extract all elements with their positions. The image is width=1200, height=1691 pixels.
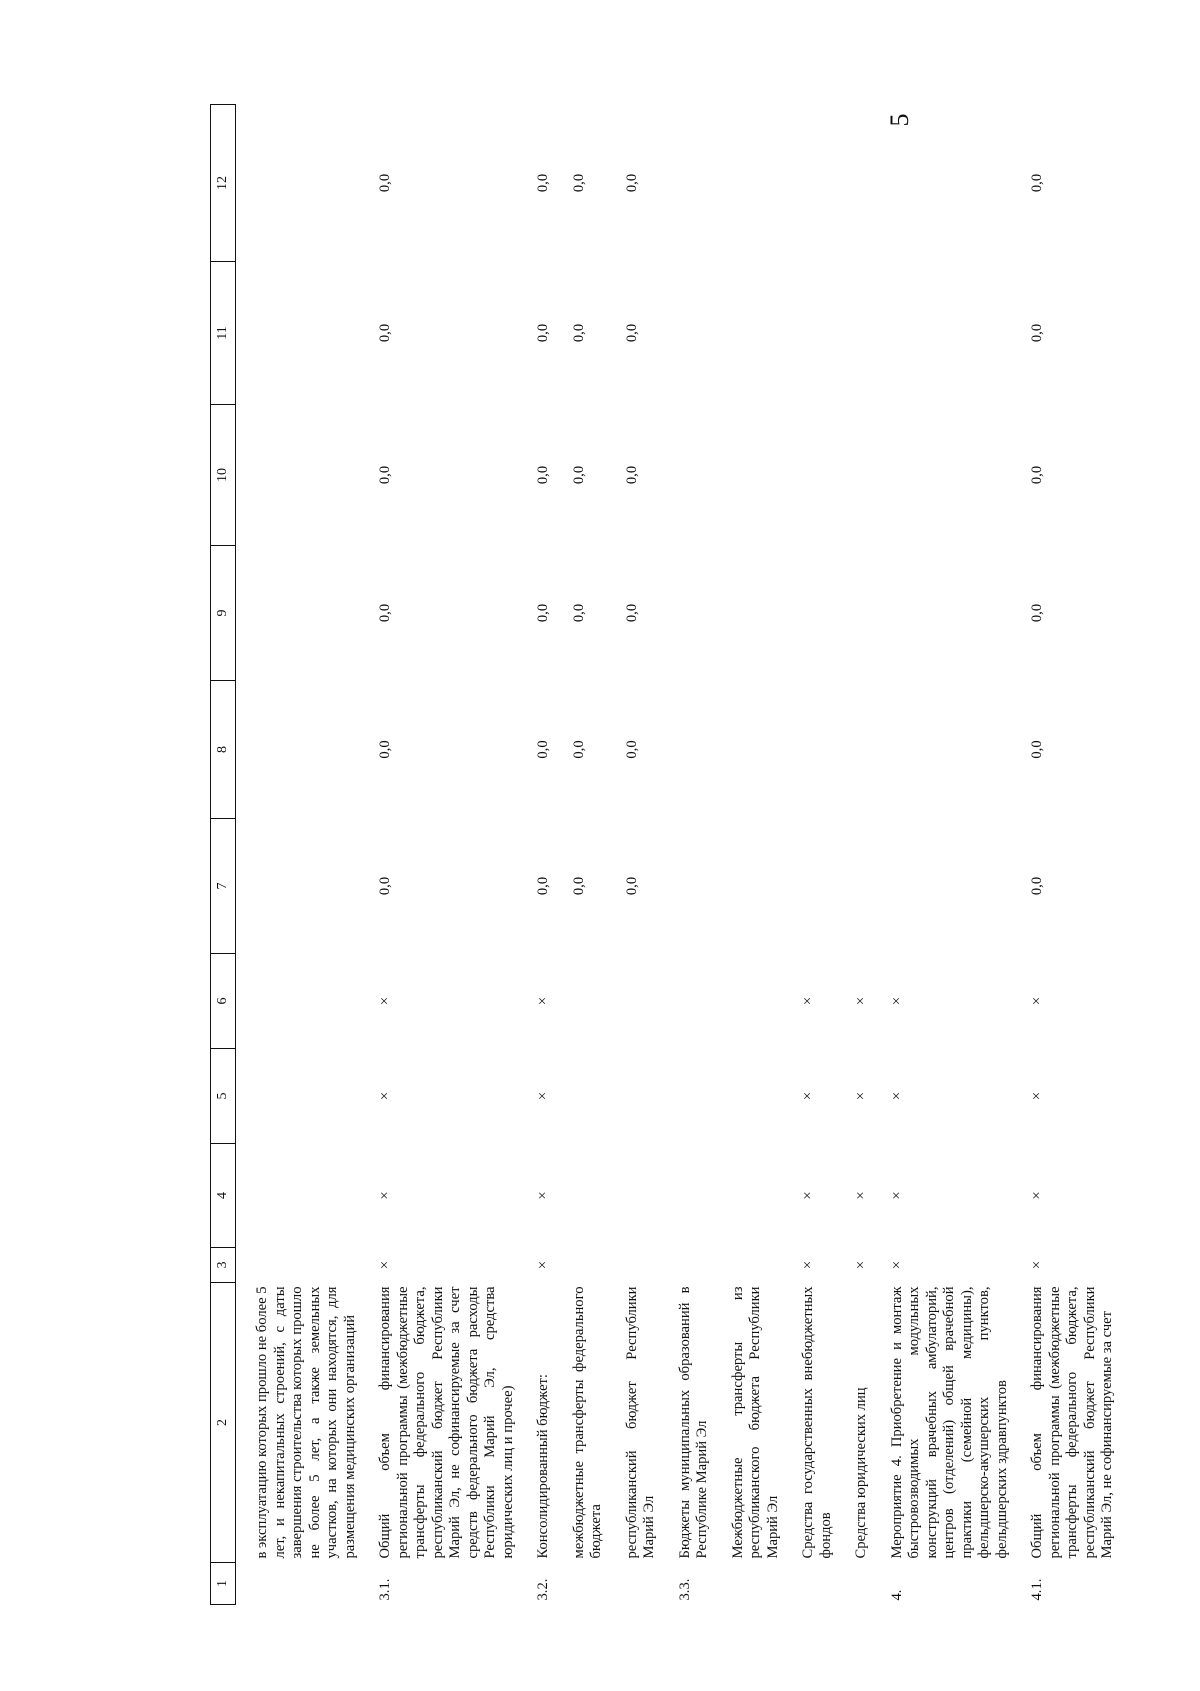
- row-description: Бюджеты муниципальных образований в Республике Марий Эл: [676, 1286, 710, 1559]
- cell-value: 0,0: [570, 173, 587, 193]
- cell-value: 0,0: [535, 323, 551, 343]
- cell-value: [730, 1049, 783, 1144]
- cell-value: [889, 681, 1012, 819]
- cell-value: 0,0: [623, 876, 640, 896]
- cell-value: [254, 681, 359, 819]
- row-description: в эксплуатацию которых прошло не более 5 лет, и некапитальных строений, с даты завершения строительства которых прошло не более 5 лет, а также земельных участков, на которых они находятся, для размещения медицинских организаций: [254, 1286, 358, 1559]
- column-header: 2: [211, 1283, 236, 1563]
- spacer-row: [659, 105, 677, 1605]
- column-header: 11: [211, 262, 236, 405]
- cell-value: 0,0: [623, 173, 640, 193]
- cell-value: [853, 105, 871, 262]
- cell-value: ×: [800, 996, 816, 1006]
- table-row: [535, 105, 553, 1605]
- table-row: [571, 105, 606, 1605]
- cell-value: [730, 681, 783, 819]
- cell-value: [889, 546, 1012, 681]
- cell-value: [677, 954, 712, 1049]
- table-row: [624, 105, 659, 1605]
- table-row: [889, 105, 1012, 1605]
- cell-value: ×: [800, 1191, 816, 1200]
- cell-value: [730, 262, 783, 405]
- row-description: Общий объем финансирования региональной программы (межбюджетные трансферты федерального бюджета, республиканский бюджет Республики Марий Эл, не софинансируемые за счет: [1029, 1286, 1115, 1559]
- cell-value: 0,0: [570, 740, 587, 759]
- cell-value: ×: [535, 1191, 551, 1200]
- cell-value: 0,0: [570, 465, 587, 485]
- cell-value: ×: [377, 1260, 393, 1270]
- cell-value: [677, 105, 712, 262]
- cell-value: ×: [535, 996, 551, 1006]
- cell-value: ×: [800, 1091, 816, 1101]
- row-number: [730, 1563, 783, 1605]
- cell-value: [254, 954, 359, 1049]
- cell-value: 0,0: [377, 173, 393, 193]
- cell-value: 0,0: [623, 465, 640, 485]
- cell-value: [571, 954, 606, 1049]
- cell-value: [254, 262, 359, 405]
- table-row: [377, 105, 517, 1605]
- row-description: Средства государственных внебюджетных фондов: [800, 1286, 834, 1559]
- spacer-row: [835, 105, 853, 1605]
- cell-value: [889, 105, 1012, 262]
- cell-value: [800, 819, 835, 954]
- cell-value: [624, 1049, 659, 1144]
- cell-value: ×: [888, 1191, 905, 1200]
- cell-value: [800, 681, 835, 819]
- row-description: Общий объем финансирования региональной программы (межбюджетные трансферты федерального бюджета, республиканский бюджет Республики Марий Эл, не софинансируемые за счет средств федерального бюджета расходы Республики Марий Эл, средства юридических лиц и прочее): [377, 1286, 516, 1559]
- cell-value: 0,0: [377, 740, 393, 759]
- cell-value: [730, 546, 783, 681]
- column-header: 12: [211, 105, 236, 262]
- cell-value: ×: [1029, 1191, 1045, 1200]
- row-description: межбюджетные трансферты федерального бюджета: [570, 1286, 604, 1559]
- header-row: [211, 105, 236, 1605]
- cell-value: ×: [535, 1091, 551, 1101]
- cell-value: [889, 405, 1012, 546]
- cell-value: [677, 262, 712, 405]
- cell-value: [677, 1248, 712, 1283]
- cell-value: 0,0: [1029, 173, 1045, 193]
- cell-value: [853, 546, 871, 681]
- row-number: 3.1.: [377, 1578, 393, 1601]
- cell-value: 0,0: [377, 323, 393, 343]
- cell-value: [677, 1049, 712, 1144]
- cell-value: [254, 1049, 359, 1144]
- cell-value: [677, 405, 712, 546]
- column-header: 1: [211, 1563, 236, 1605]
- cell-value: [730, 105, 783, 262]
- row-number: [254, 1563, 359, 1605]
- cell-value: ×: [535, 1260, 551, 1270]
- column-header: 5: [211, 1049, 236, 1144]
- cell-value: ×: [853, 1091, 869, 1101]
- cell-value: ×: [800, 1260, 816, 1270]
- column-header: 6: [211, 954, 236, 1049]
- cell-value: [800, 405, 835, 546]
- cell-value: [853, 681, 871, 819]
- row-description: республиканский бюджет Республики Марий Эл: [623, 1286, 657, 1559]
- row-number: 3.3.: [676, 1578, 693, 1601]
- cell-value: [853, 819, 871, 954]
- cell-value: [853, 405, 871, 546]
- cell-value: [624, 1248, 659, 1283]
- spacer-row: [1011, 105, 1029, 1605]
- cell-value: [677, 1144, 712, 1248]
- cell-value: [571, 1144, 606, 1248]
- row-description: Средства юридических лиц: [853, 1387, 869, 1559]
- cell-value: [624, 954, 659, 1049]
- cell-value: 0,0: [1029, 603, 1045, 623]
- spacer-row: [359, 105, 377, 1605]
- cell-value: [677, 819, 712, 954]
- cell-value: ×: [853, 996, 869, 1006]
- row-number: [853, 1563, 871, 1605]
- column-header: 9: [211, 546, 236, 681]
- table-row: [730, 105, 783, 1605]
- cell-value: 0,0: [1029, 323, 1045, 343]
- cell-value: 0,0: [535, 876, 551, 896]
- column-header: 10: [211, 405, 236, 546]
- spacer-row: [517, 105, 535, 1605]
- cell-value: ×: [1029, 1091, 1045, 1101]
- column-header: 4: [211, 1144, 236, 1248]
- row-number: 3.2.: [535, 1578, 551, 1601]
- spacer-row: [782, 105, 800, 1605]
- cell-value: 0,0: [377, 465, 393, 485]
- cell-value: [730, 405, 783, 546]
- cell-value: ×: [377, 1091, 393, 1101]
- cell-value: [254, 819, 359, 954]
- page-number: 5: [885, 113, 914, 127]
- cell-value: [677, 546, 712, 681]
- cell-value: [254, 405, 359, 546]
- cell-value: ×: [888, 996, 905, 1006]
- row-number: 4.1.: [1029, 1578, 1045, 1601]
- cell-value: [624, 1144, 659, 1248]
- table-row: [800, 105, 835, 1605]
- table-row: [677, 105, 712, 1605]
- row-number: [571, 1563, 606, 1605]
- column-header: 7: [211, 819, 236, 954]
- spacer-row: [606, 105, 624, 1605]
- cell-value: ×: [1029, 1260, 1045, 1270]
- cell-value: ×: [888, 1260, 905, 1270]
- spacer-row: [236, 105, 255, 1605]
- cell-value: 0,0: [570, 323, 587, 343]
- row-number: [624, 1563, 659, 1605]
- spacer-row: [871, 105, 889, 1605]
- cell-value: [254, 1248, 359, 1283]
- cell-value: ×: [377, 996, 393, 1006]
- cell-value: 0,0: [623, 323, 640, 343]
- cell-value: 0,0: [570, 603, 587, 623]
- column-header: 8: [211, 681, 236, 819]
- cell-value: [254, 546, 359, 681]
- financing-table: [210, 104, 1117, 1605]
- cell-value: [800, 262, 835, 405]
- cell-value: 0,0: [570, 876, 587, 896]
- cell-value: ×: [377, 1191, 393, 1200]
- rotated-table-container: [210, 105, 1115, 1605]
- cell-value: [800, 105, 835, 262]
- row-description: Мероприятие 4. Приобретение и монтаж быстровозводимых модульных конструкций врачебных амбулаторий, центров (отделений) общей врачебной практики (семейной медицины), фельдшерско-акушерских пунктов, фельдшерских здравпунктов: [888, 1286, 1010, 1559]
- cell-value: [730, 819, 783, 954]
- cell-value: [889, 262, 1012, 405]
- column-header: 3: [211, 1248, 236, 1283]
- spacer-row: [553, 105, 571, 1605]
- row-number: 4.: [888, 1589, 905, 1601]
- cell-value: ×: [853, 1260, 869, 1270]
- cell-value: [730, 954, 783, 1049]
- cell-value: ×: [888, 1091, 905, 1101]
- cell-value: 0,0: [1029, 740, 1045, 759]
- cell-value: 0,0: [623, 603, 640, 623]
- cell-value: 0,0: [377, 876, 393, 896]
- cell-value: 0,0: [377, 603, 393, 623]
- row-number: [800, 1563, 835, 1605]
- table-row: [853, 105, 871, 1605]
- spacer-row: [712, 105, 730, 1605]
- cell-value: [889, 819, 1012, 954]
- row-description: Консолидированный бюджет:: [535, 1374, 551, 1559]
- cell-value: [730, 1144, 783, 1248]
- cell-value: 0,0: [535, 173, 551, 193]
- cell-value: [254, 105, 359, 262]
- cell-value: [853, 262, 871, 405]
- cell-value: [800, 546, 835, 681]
- cell-value: 0,0: [1029, 876, 1045, 896]
- cell-value: 0,0: [1029, 465, 1045, 485]
- cell-value: [254, 1144, 359, 1248]
- cell-value: 0,0: [623, 740, 640, 759]
- cell-value: [677, 681, 712, 819]
- cell-value: [571, 1049, 606, 1144]
- cell-value: [730, 1248, 783, 1283]
- cell-value: 0,0: [535, 740, 551, 759]
- cell-value: [571, 1248, 606, 1283]
- row-description: Межбюджетные трансферты из республиканского бюджета Республики Марий Эл: [729, 1286, 781, 1559]
- cell-value: ×: [1029, 996, 1045, 1006]
- cell-value: 0,0: [535, 603, 551, 623]
- table-row: [1029, 105, 1117, 1605]
- table-row: [254, 105, 359, 1605]
- cell-value: ×: [853, 1191, 869, 1200]
- cell-value: 0,0: [535, 465, 551, 485]
